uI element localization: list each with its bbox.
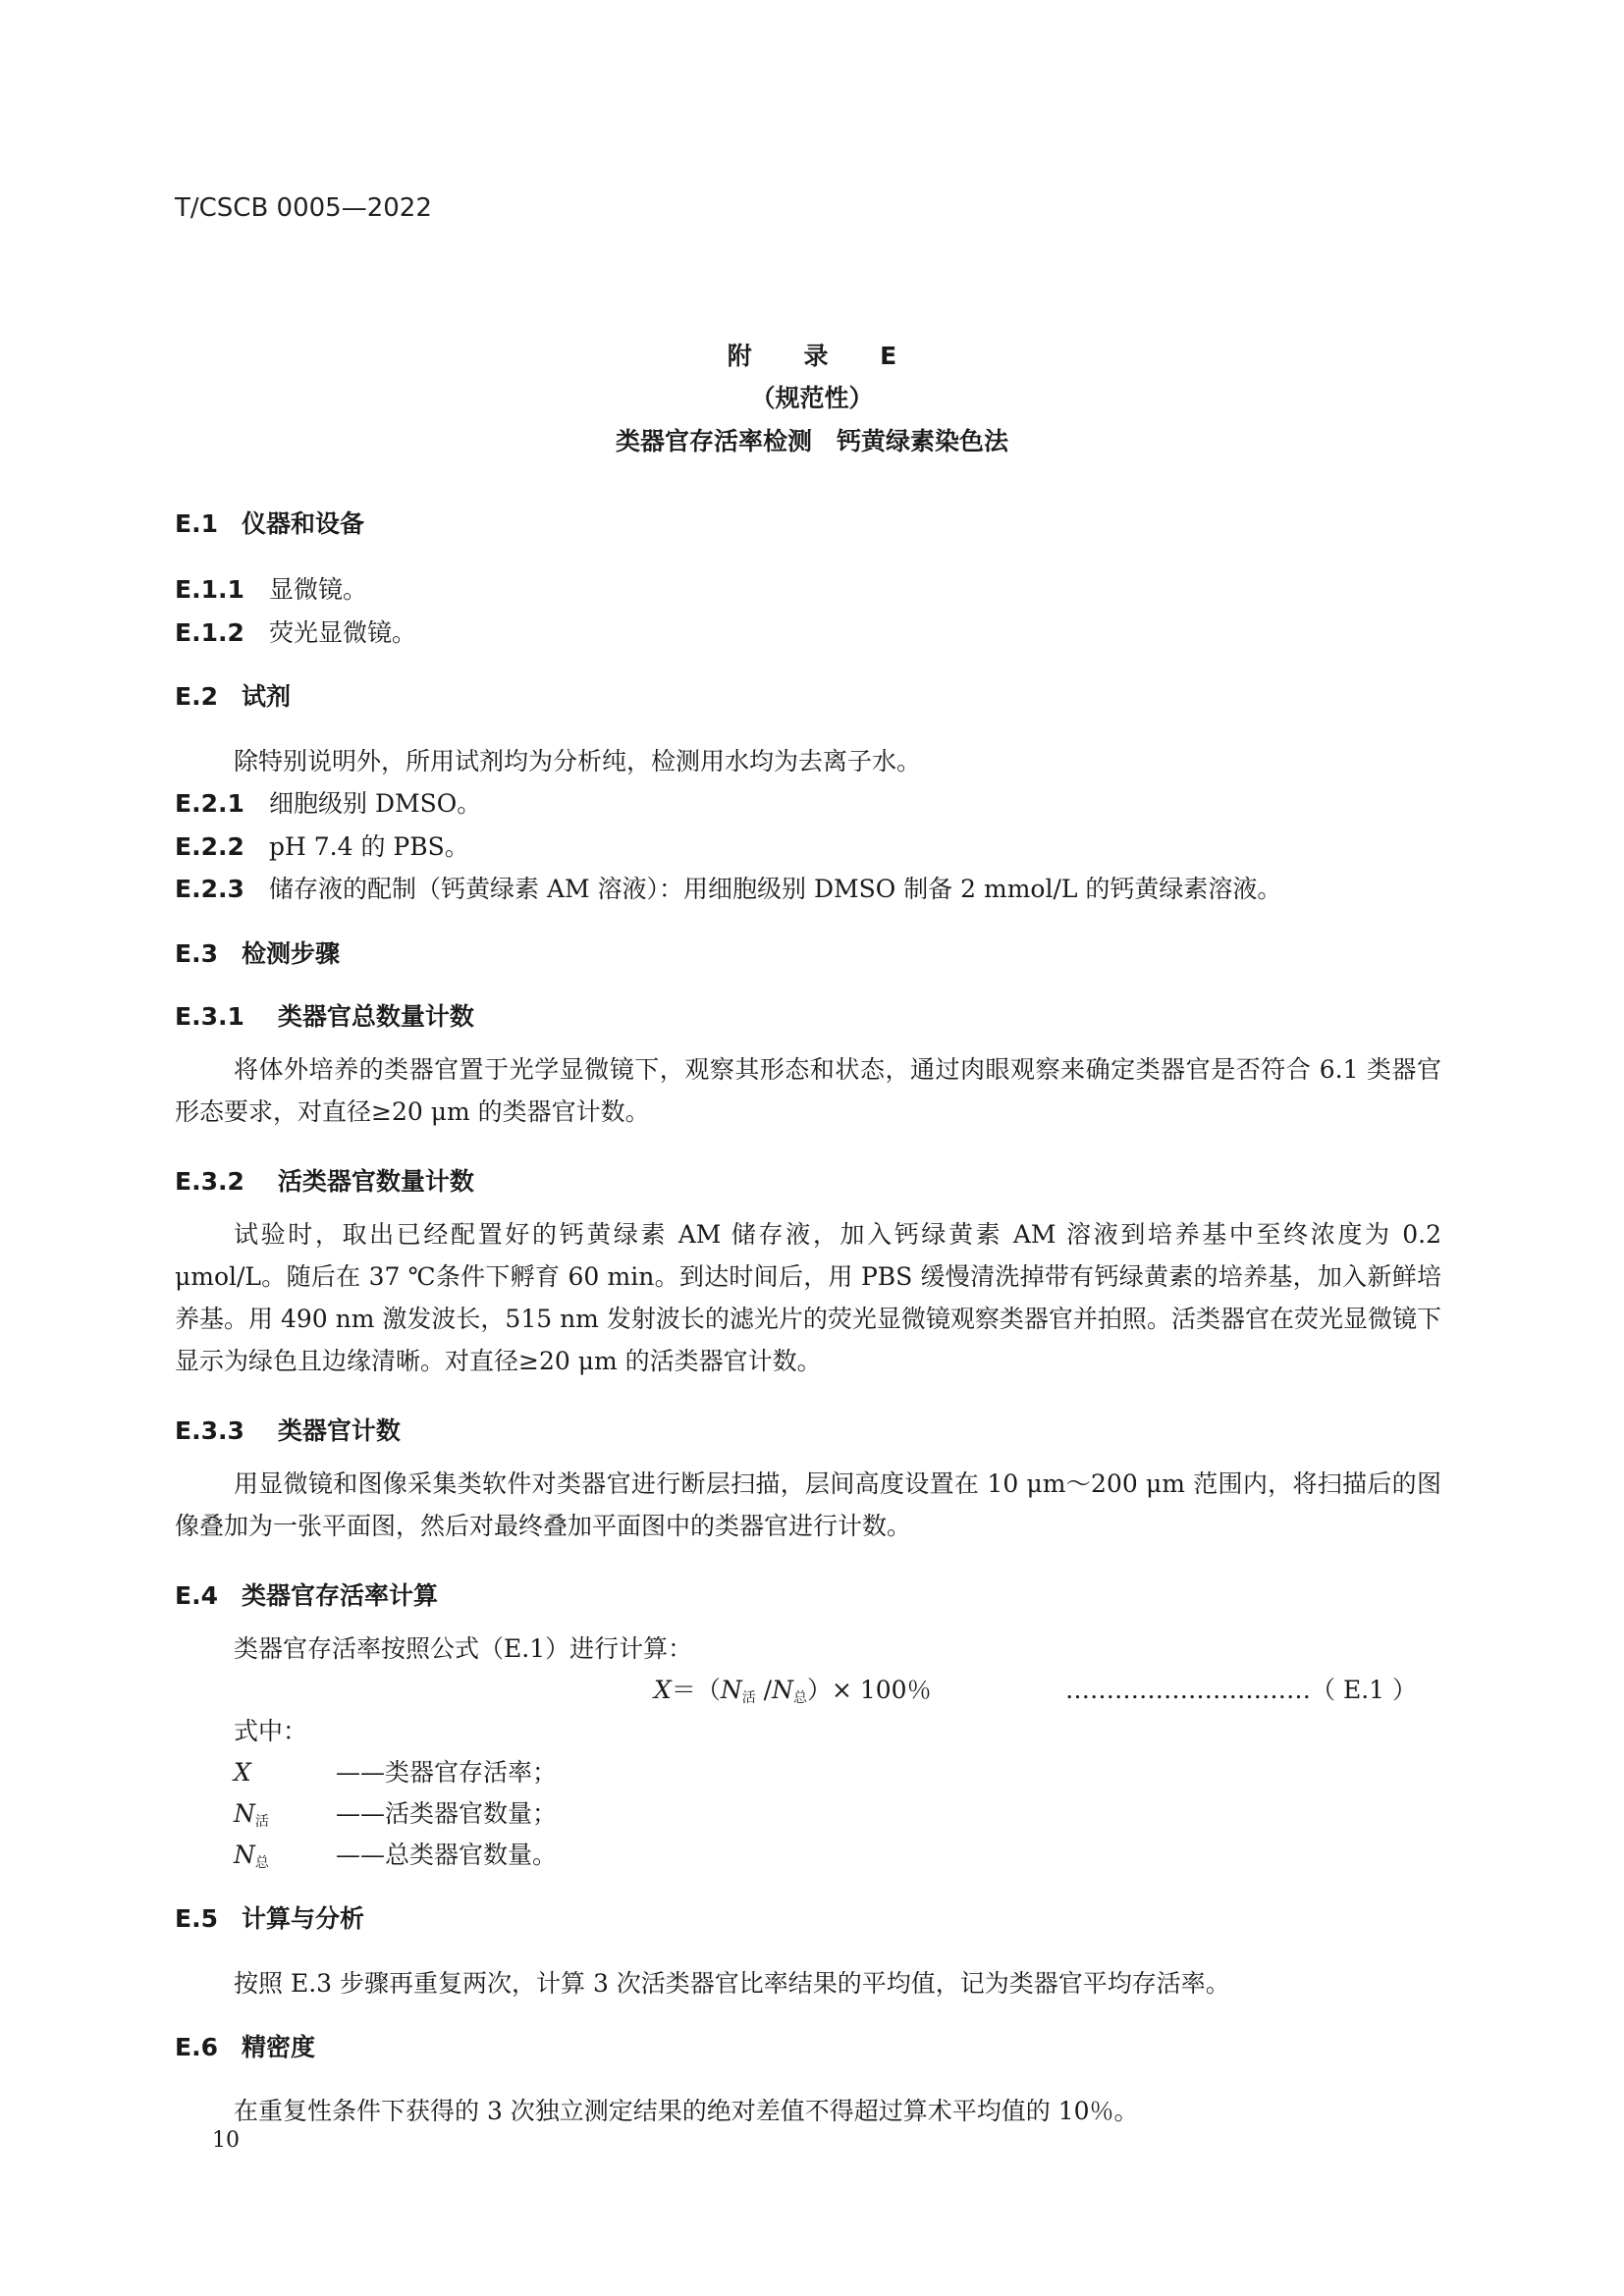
item-e2-1 <box>175 784 481 820</box>
section-title: 类器官存活率计算 <box>241 1581 438 1610</box>
section-title: 活类器官数量计数 <box>277 1167 474 1196</box>
section-e5-heading <box>175 1899 364 1935</box>
page-number: 10 <box>212 2128 240 2153</box>
definition-text: ——类器官存活率； <box>336 1758 558 1787</box>
standard-code-header: T/CSCB 0005—2022 <box>175 193 432 223</box>
section-e6-text: 在重复性条件下获得的 3 次独立测定结果的绝对差值不得超过算术平均值的 10％。 <box>234 2097 1139 2125</box>
item-text: 荧光显微镜。 <box>269 618 417 647</box>
section-e5-text: 按照 E.3 步骤再重复两次，计算 3 次活类器官比率结果的平均值，记为类器官平均存活率。 <box>234 1969 1230 1998</box>
definition-symbol: $N_总$ <box>234 1841 269 1871</box>
where-label: 式中： <box>234 1717 308 1745</box>
annex-type: （规范性） <box>750 384 874 412</box>
section-number: E.3.3 <box>175 1416 244 1445</box>
definition-n-total <box>234 1836 557 1872</box>
section-title: 精密度 <box>241 2033 315 2061</box>
item-number: E.2.2 <box>175 832 244 861</box>
formula-number: …………………………（ E.1 ） <box>1065 1676 1417 1704</box>
formula-lhs: X <box>654 1676 672 1704</box>
section-title: 类器官计数 <box>277 1416 401 1445</box>
item-e1-1 <box>175 570 367 606</box>
item-e1-2 <box>175 614 416 649</box>
definition-symbol: $N_活$ <box>234 1799 269 1830</box>
item-e2-2 <box>175 828 469 863</box>
section-e3-2-heading <box>175 1162 474 1198</box>
section-number: E.4 <box>175 1581 218 1610</box>
formula-tail: ）× 100％ <box>806 1676 932 1704</box>
section-title: 类器官总数量计数 <box>277 1002 474 1031</box>
formula-n-total: N <box>772 1676 793 1704</box>
section-number: E.3.2 <box>175 1167 244 1196</box>
section-e3-1-heading <box>175 997 474 1033</box>
section-number: E.5 <box>175 1904 218 1933</box>
formula-n-live: N <box>720 1676 742 1704</box>
definition-n-live <box>234 1794 557 1831</box>
item-text: 显微镜。 <box>269 575 368 604</box>
formula-slash: / <box>755 1676 773 1704</box>
section-number: E.2 <box>175 682 218 711</box>
section-e4-intro: 类器官存活率按照公式（E.1）进行计算： <box>234 1634 693 1663</box>
item-number: E.2.1 <box>175 789 244 818</box>
section-number: E.6 <box>175 2033 218 2061</box>
section-e3-2-text: 试验时，取出已经配置好的钙黄绿素 AM 储存液，加入钙绿黄素 AM 溶液到培养基中至终浓度为 0.2 μmol/L。随后在 37 ℃条件下孵育 60 min。到达时间后，用 PBS 缓慢清洗掉带有钙绿黄素的培养基，加入新鲜培养基。用 490 nm 激发波长，515 nm 发射波长的滤光片的荧光显微镜观察类器官并拍照。活类器官在荧光显微镜下显示为绿色且边缘清晰。对直径≥20 μm 的活类器官计数。 <box>175 1220 1441 1375</box>
annex-title: 附 录 E <box>727 342 919 370</box>
section-e3-3-heading <box>175 1412 401 1447</box>
section-number: E.3 <box>175 939 218 968</box>
item-number: E.1.1 <box>175 575 244 604</box>
section-title: 试剂 <box>241 682 291 711</box>
item-number: E.1.2 <box>175 618 244 647</box>
section-number: E.1 <box>175 509 218 538</box>
formula-eq: ＝（ <box>671 1676 721 1704</box>
section-e6-heading <box>175 2028 315 2063</box>
formula-e1 <box>654 1671 932 1707</box>
section-e2-heading <box>175 677 291 713</box>
definition-symbol: X <box>234 1758 251 1787</box>
formula-n-total-sub: 总 <box>792 1690 807 1706</box>
item-text: 储存液的配制（钙黄绿素 AM 溶液）：用细胞级别 DMSO 制备 2 mmol/L 的钙黄绿素溶液。 <box>269 875 1282 903</box>
section-e2-intro: 除特别说明外，所用试剂均为分析纯，检测用水均为去离子水。 <box>234 747 922 775</box>
item-e2-3 <box>175 870 1281 905</box>
item-number: E.2.3 <box>175 875 244 903</box>
annex-name: 类器官存活率检测 钙黄绿素染色法 <box>615 427 1008 455</box>
section-e3-3-text: 用显微镜和图像采集类软件对类器官进行断层扫描，层间高度设置在 10 μm～200 μm 范围内，将扫描后的图像叠加为一张平面图，然后对最终叠加平面图中的类器官进行计数。 <box>175 1469 1441 1540</box>
section-e4-heading <box>175 1576 438 1612</box>
section-title: 计算与分析 <box>241 1904 364 1933</box>
definition-text: ——活类器官数量； <box>336 1799 558 1828</box>
section-title: 仪器和设备 <box>241 509 364 538</box>
section-e3-heading <box>175 934 340 970</box>
formula-n-live-sub: 活 <box>741 1690 756 1706</box>
section-e3-1-text: 将体外培养的类器官置于光学显微镜下，观察其形态和状态，通过肉眼观察来确定类器官是否符合 6.1 类器官形态要求，对直径≥20 μm 的类器官计数。 <box>175 1055 1441 1126</box>
section-title: 检测步骤 <box>241 939 340 968</box>
section-number: E.3.1 <box>175 1002 244 1031</box>
section-e1-heading <box>175 505 364 540</box>
item-text: 细胞级别 DMSO。 <box>269 789 482 818</box>
definition-x <box>234 1753 557 1789</box>
item-text: pH 7.4 的 PBS。 <box>269 832 469 861</box>
definition-text: ——总类器官数量。 <box>336 1841 558 1869</box>
